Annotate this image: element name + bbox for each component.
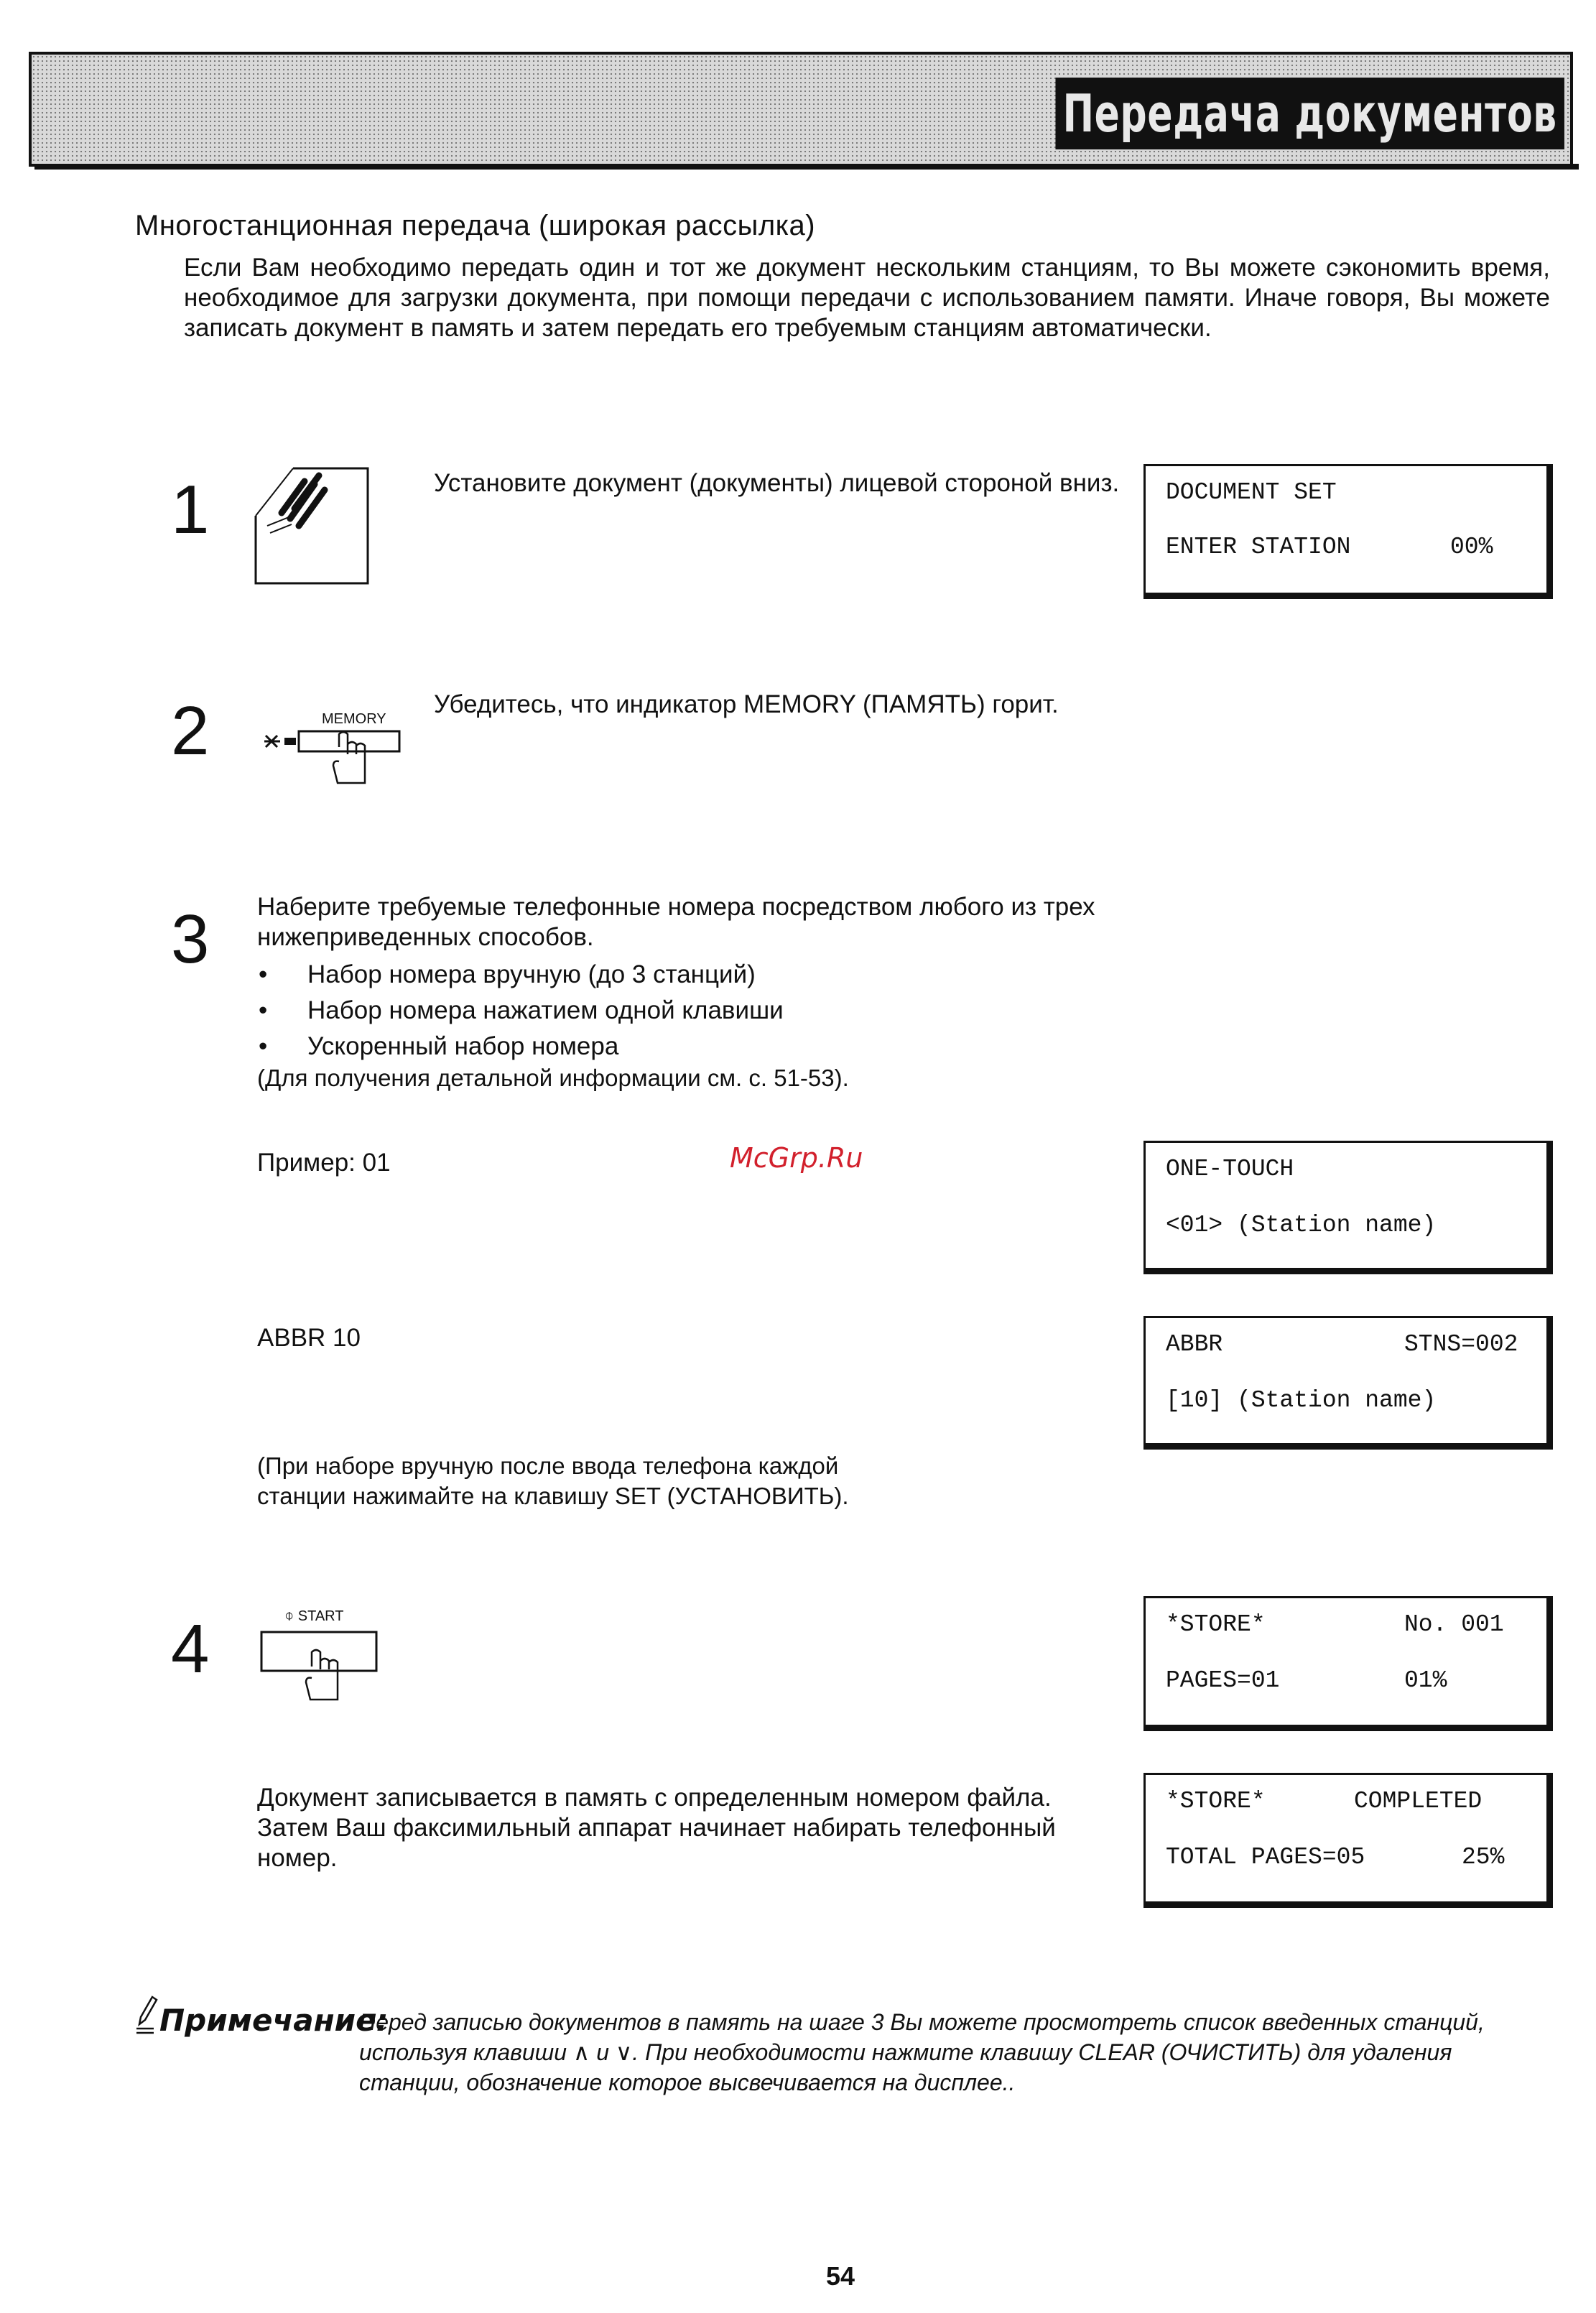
manual-dial-note: (При наборе вручную после ввода телефона каждой станции нажимайте на клавишу SET (УСТАНОВИТЬ).: [257, 1452, 849, 1509]
page-title: Передача документов: [1056, 78, 1564, 149]
display-abbr: [1143, 1316, 1553, 1450]
note-line-1: Перед записью документов в память на шаге 3 Вы можете просмотреть список введенных станций,: [359, 2009, 1485, 2035]
display-line: *STORE*: [1166, 1611, 1266, 1638]
note-label: Примечание:: [159, 2003, 389, 2038]
step-1-text: Установите документ (документы) лицевой стороной вниз.: [434, 469, 1120, 497]
display-line: *STORE*: [1166, 1788, 1266, 1814]
display-value: COMPLETED: [1354, 1788, 1483, 1814]
note-line-3: станции, обозначение которое высвечивается на дисплее..: [359, 2069, 1016, 2095]
display-value: 00%: [1450, 534, 1493, 560]
memory-key-icon: [259, 726, 409, 797]
step-3-text: Наберите требуемые телефонные номера посредством любого из трех нижеприведенных способов.: [257, 893, 1095, 951]
display-store: [1143, 1596, 1553, 1731]
watermark: McGrp.Ru: [730, 1142, 863, 1174]
display-value: 25%: [1462, 1844, 1505, 1871]
list-item: • Ускоренный набор номера: [256, 1029, 1118, 1065]
display-line: PAGES=01: [1166, 1667, 1280, 1694]
abbr-label: ABBR 10: [257, 1324, 361, 1352]
display-line: ABBR: [1166, 1331, 1223, 1358]
start-symbol-icon: ⌽: [284, 1606, 294, 1624]
step-1-number: 1: [171, 471, 210, 548]
display-value: 01%: [1404, 1667, 1447, 1694]
display-line: [10] (Station name): [1166, 1387, 1437, 1414]
start-key-label: [284, 1606, 343, 1625]
document-face-down-icon: [253, 465, 372, 588]
display-line: <01> (Station name): [1166, 1212, 1437, 1238]
note-pencil-icon: [134, 1996, 158, 2036]
list-item: • Набор номера вручную (до 3 станций): [256, 957, 1118, 993]
start-key-icon: [259, 1626, 379, 1705]
start-key-text: START: [297, 1608, 344, 1624]
list-item: • Набор номера нажатием одной клавиши: [256, 993, 1118, 1029]
display-document-set: [1143, 464, 1553, 599]
display-value: STNS=002: [1404, 1331, 1518, 1358]
page-number: 54: [826, 2261, 855, 2291]
display-line: ENTER STATION: [1166, 534, 1351, 560]
step-4-result-text: Документ записывается в память с определенным номером файла. Затем Ваш факсимильный аппарат начинает набирать телефонный номер.: [257, 1784, 1056, 1872]
display-line: ONE-TOUCH: [1166, 1156, 1294, 1182]
step-2-number: 2: [171, 692, 210, 769]
display-one-touch: [1143, 1141, 1553, 1274]
step-2-text: Убедитесь, что индикатор MEMORY (ПАМЯТЬ) горит.: [434, 690, 1059, 718]
display-line: TOTAL PAGES=05: [1166, 1844, 1365, 1871]
example-label: Пример: 01: [257, 1149, 391, 1177]
step-3-reference: (Для получения детальной информации см. с. 51-53).: [257, 1065, 849, 1091]
note-line-2: используя клавиши ∧ и ∨. При необходимости нажмите клавишу CLEAR (ОЧИСТИТЬ) для удаления: [359, 2039, 1452, 2065]
memory-key-label: MEMORY: [322, 711, 386, 727]
display-value: No. 001: [1404, 1611, 1504, 1638]
section-intro: Если Вам необходимо передать один и тот же документ нескольким станциям, то Вы можете сэкономить время, необходимое для загрузки документа, при помощи передачи с использованием памяти. Иначе говоря, Вы можете записать документ в память и затем передать его требуемым станциям автоматически.: [184, 254, 1550, 342]
step-4-number: 4: [171, 1610, 210, 1687]
step-3-number: 3: [171, 901, 210, 978]
display-store-completed: [1143, 1773, 1553, 1908]
display-line: DOCUMENT SET: [1166, 479, 1337, 506]
dial-method-list: [256, 957, 1118, 1065]
section-title: Многостанционная передача (широкая рассылка): [135, 210, 816, 241]
